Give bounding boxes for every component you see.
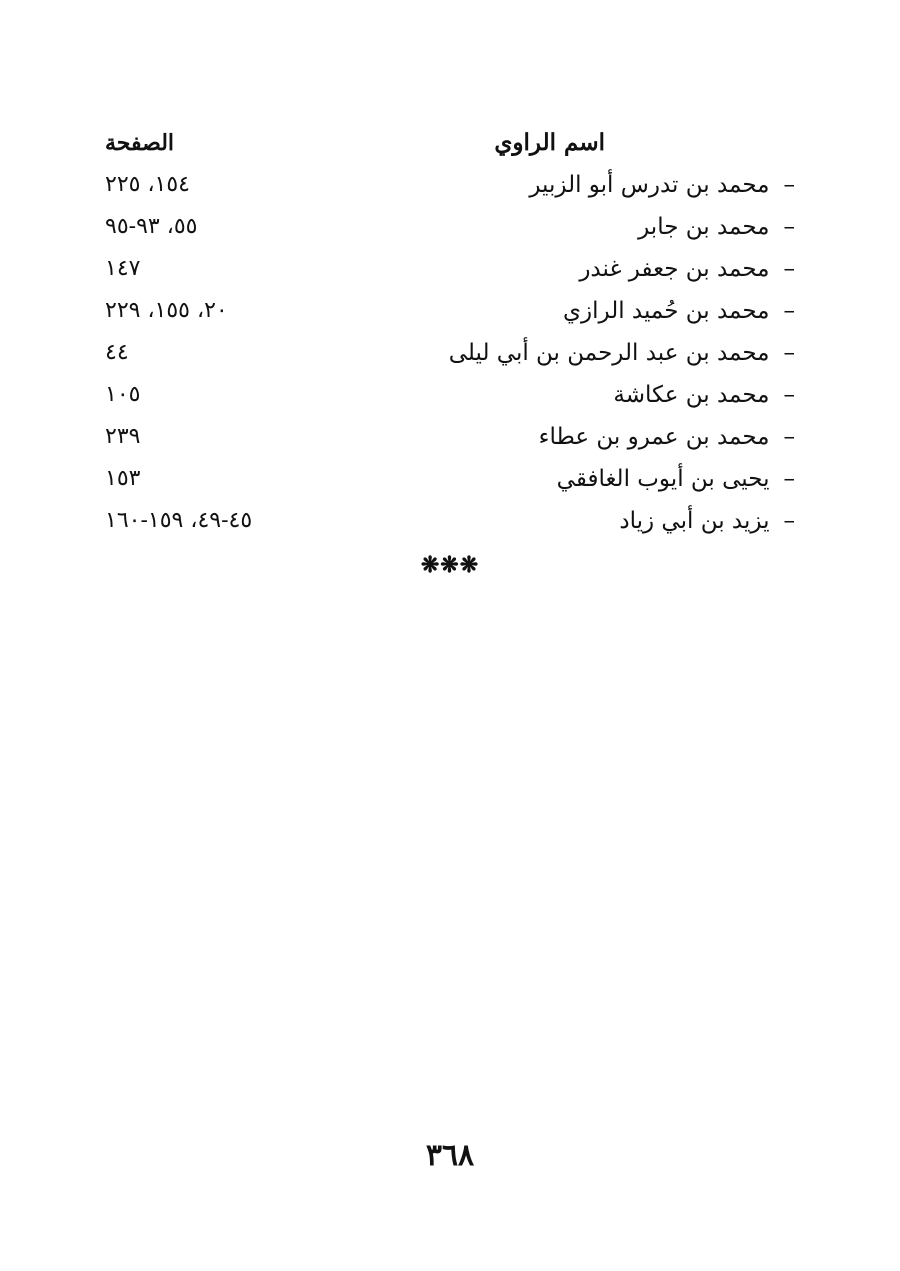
page-references: ٥٥، ٩٣-٩٥	[105, 214, 198, 239]
dash-bullet: –	[783, 256, 795, 282]
narrator-name-text: محمد بن عمرو بن عطاء	[538, 424, 770, 450]
page-references: ٢٣٩	[105, 424, 141, 449]
dash-bullet: –	[783, 382, 795, 408]
narrator-name-text: محمد بن عكاشة	[613, 382, 770, 408]
page-heading: الصفحة	[105, 130, 175, 156]
list-item	[105, 165, 795, 205]
narrator-name	[613, 375, 795, 415]
dash-bullet: –	[783, 466, 795, 492]
narrator-name	[619, 501, 795, 541]
narrator-name	[638, 207, 795, 247]
page-number: ٣٦٨	[425, 1138, 475, 1173]
page-references: ٤٥-٤٩، ١٥٩-١٦٠	[105, 508, 253, 533]
narrator-name	[557, 459, 795, 499]
table-header	[105, 123, 795, 163]
list-item	[105, 291, 795, 331]
narrator-name-text: محمد بن عبد الرحمن بن أبي ليلى	[448, 340, 770, 366]
dash-bullet: –	[783, 340, 795, 366]
list-item	[105, 333, 795, 373]
list-item	[105, 501, 795, 541]
page-references: ١٤٧	[105, 256, 141, 281]
narrator-name	[449, 333, 795, 373]
page-references: ٤٤	[105, 340, 129, 365]
dash-bullet: –	[783, 172, 795, 198]
list-item	[105, 207, 795, 247]
narrator-name-text: محمد بن جابر	[638, 214, 770, 240]
list-item	[105, 417, 795, 457]
list-item	[105, 249, 795, 289]
narrator-name	[539, 417, 795, 457]
section-divider: ❋❋❋	[420, 552, 480, 578]
narrator-name-text: محمد بن جعفر غندر	[579, 256, 770, 282]
narrator-name	[563, 291, 795, 331]
narrator-name	[529, 165, 795, 205]
page-references: ١٠٥	[105, 382, 141, 407]
narrator-name-text: محمد بن تدرس أبو الزبير	[529, 172, 770, 198]
narrator-name-text: محمد بن حُميد الرازي	[563, 298, 770, 324]
list-item	[105, 459, 795, 499]
dash-bullet: –	[783, 298, 795, 324]
page-references: ١٥٣	[105, 466, 141, 491]
narrator-name-text: يزيد بن أبي زياد	[619, 508, 770, 534]
dash-bullet: –	[783, 214, 795, 240]
narrator-name-text: يحيى بن أيوب الغافقي	[556, 466, 770, 492]
dash-bullet: –	[783, 508, 795, 534]
dash-bullet: –	[783, 424, 795, 450]
narrator-name	[579, 249, 795, 289]
list-item	[105, 375, 795, 415]
page-references: ١٥٤، ٢٢٥	[105, 172, 190, 197]
narrator-name-heading: اسم الراوي	[494, 129, 605, 156]
page-references: ٢٠، ١٥٥، ٢٢٩	[105, 298, 228, 323]
